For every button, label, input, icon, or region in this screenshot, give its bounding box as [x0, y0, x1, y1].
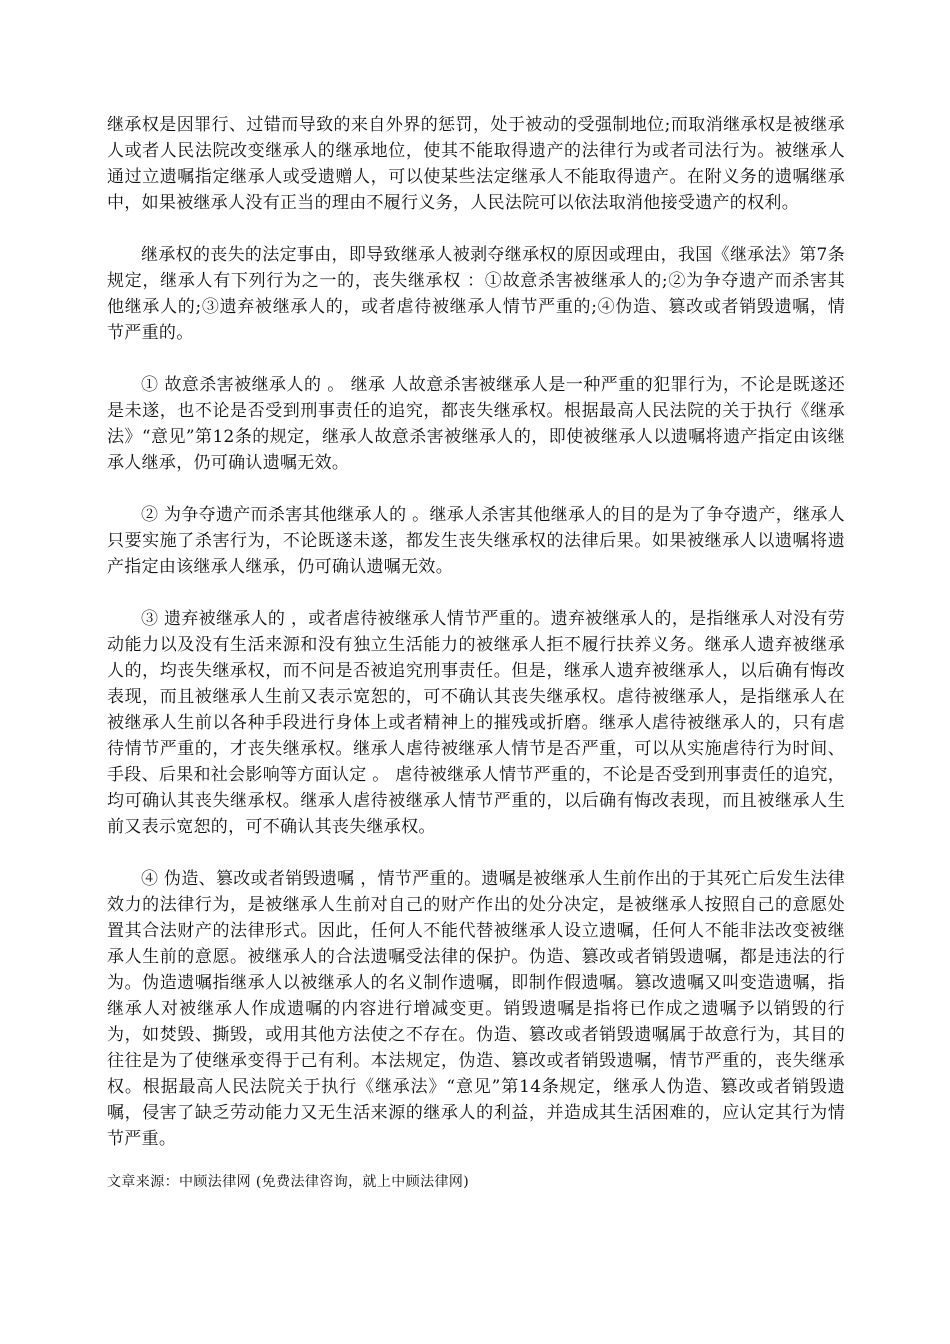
document-page: [107, 112, 845, 1192]
paragraph-item-4: ④ 伪造、篡改或者销毁遗嘱 ，情节严重的。遗嘱是被继承人生前作出的于其死亡后发生法律效力的法律行为，是被继承人生前对自己的财产作出的处分决定，是被继承人按照自己的意愿处置其合法财产的法律形式。因此，任何人不能代替被继承人设立遗嘱，任何人不能非法改变被继承人生前的意愿。被继承人的合法遗嘱受法律的保护。伪造、篡改或者销毁遗嘱，都是违法的行为。伪造遗嘱指继承人以被继承人的名义制作遗嘱，即制作假遗嘱。篡改遗嘱又叫变造遗嘱，指继承人对被继承人作成遗嘱的内容进行增减变更。销毁遗嘱是指将已作成之遗嘱予以销毁的行为，如焚毁、撕毁，或用其他方法使之不存在。伪造、篡改或者销毁遗嘱属于故意行为，其目的往往是为了使继承变得于己有利。本法规定，伪造、篡改或者销毁遗嘱，情节严重的，丧失继承权。根据最高人民法院关于执行《继承法》“意见”第14条规定，继承人伪造、篡改或者销毁遗嘱，侵害了缺乏劳动能力又无生活来源的继承人的利益，并造成其生活困难的，应认定其行为情节严重。: [107, 869, 845, 1149]
paragraph-intro: 继承权是因罪行、过错而导致的来自外界的惩罚，处于被动的受强制地位;而取消继承权是被继承人或者人民法院改变继承人的继承地位，使其不能取得遗产的法律行为或者司法行为。被继承人通过立遗嘱指定继承人或受遗赠人，可以使某些法定继承人不能取得遗产。在附义务的遗嘱继承中，如果被继承人没有正当的理由不履行义务，人民法院可以依法取消他接受遗产的权利。: [107, 115, 845, 213]
article-source: 文章来源：中顾法律网 (免费法律咨询，就上中顾法律网): [107, 1174, 470, 1190]
paragraph-item-3: ③ 遗弃被继承人的 ，或者虐待被继承人情节严重的。遗弃被继承人的，是指继承人对没有劳动能力以及没有生活来源和没有独立生活能力的被继承人拒不履行扶养义务。继承人遗弃被继承人的，均丧失继承权，而不问是否被追究刑事责任。但是，继承人遗弃被继承人，以后确有悔改表现，而且被继承人生前又表示宽恕的，可不确认其丧失继承权。虐待被继承人，是指继承人在被继承人生前以各种手段进行身体上或者精神上的摧残或折磨。继承人虐待被继承人的，只有虐待情节严重的，才丧失继承权。继承人虐待被继承人情节是否严重，可以从实施虐待行为时间、手段、后果和社会影响等方面认定 。 虐待被继承人情节严重的，不论是否受到刑事责任的追究，均可确认其丧失继承权。继承人虐待被继承人情节严重的，以后确有悔改表现，而且被继承人生前又表示宽恕的，可不确认其丧失继承权。: [107, 609, 846, 837]
paragraph-legal-grounds: 继承权的丧失的法定事由，即导致继承人被剥夺继承权的原因或理由，我国《继承法》第7条规定，继承人有下列行为之一的，丧失继承权 ：①故意杀害被继承人的;②为争夺遗产而杀害其他继承人的;③遗弃被继承人的，或者虐待被继承人情节严重的;④伪造、篡改或者销毁遗嘱，情节严重的。: [107, 245, 845, 343]
paragraph-item-1: ① 故意杀害被继承人的 。 继承 人故意杀害被继承人是一种严重的犯罪行为，不论是既遂还是未遂，也不论是否受到刑事责任的追究，都丧失继承权。根据最高人民法院的关于执行《继承法》“意见”第12条的规定，继承人故意杀害被继承人的，即使被继承人以遗嘱将遗产指定由该继承人继承，仍可确认遗嘱无效。: [107, 375, 845, 473]
paragraph-item-2: ② 为争夺遗产而杀害其他继承人的 。继承人杀害其他继承人的目的是为了争夺遗产，继承人只要实施了杀害行为，不论既遂未遂，都发生丧失继承权的法律后果。如果被继承人以遗嘱将遗产指定由该继承人继承，仍可确认遗嘱无效。: [107, 505, 845, 577]
